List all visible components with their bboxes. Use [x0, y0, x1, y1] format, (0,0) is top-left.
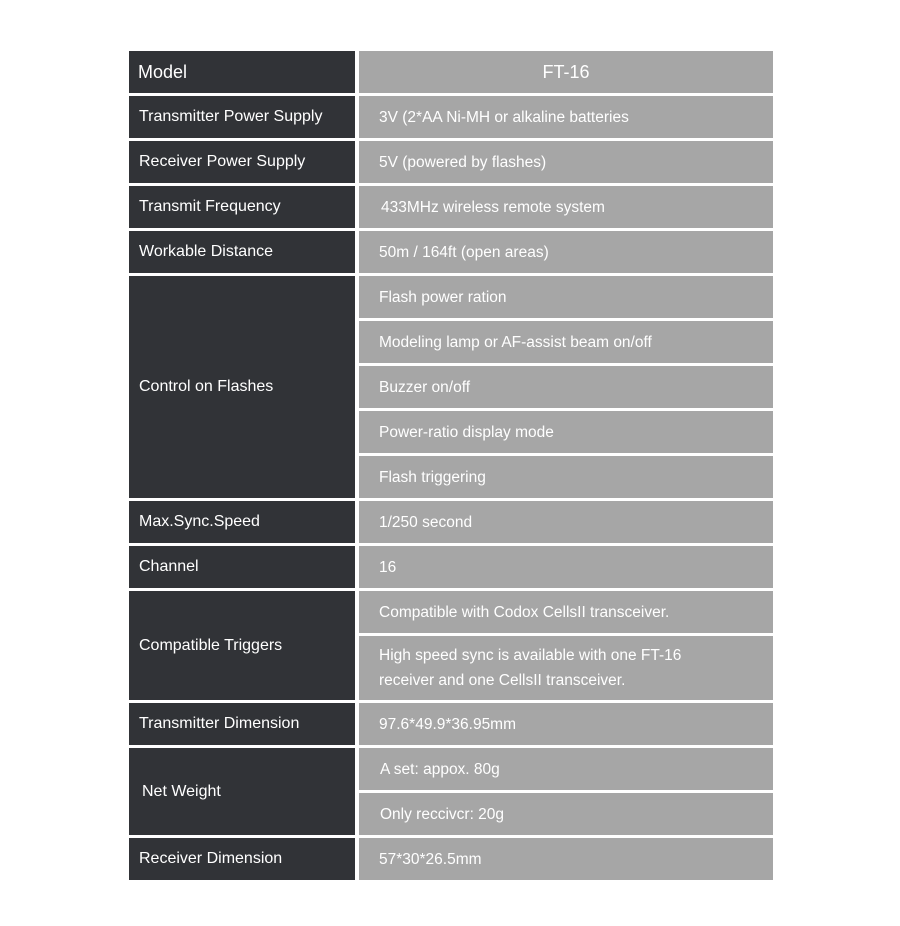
row-value-transmit-frequency: 433MHz wireless remote system	[359, 186, 773, 228]
header-label-cell: Model	[129, 51, 355, 93]
row-label-transmit-frequency: Transmit Frequency	[129, 186, 355, 228]
row-value-control-on-flashes-5: Flash triggering	[359, 456, 773, 498]
row-value-workable-distance: 50m / 164ft (open areas)	[359, 231, 773, 273]
row-label-transmitter-dimension: Transmitter Dimension	[129, 703, 355, 745]
row-label-channel: Channel	[129, 546, 355, 588]
row-label-control-on-flashes: Control on Flashes	[129, 276, 355, 498]
row-value-receiver-power-supply: 5V (powered by flashes)	[359, 141, 773, 183]
row-value-control-on-flashes-1: Flash power ration	[359, 276, 773, 318]
row-value-control-on-flashes-4: Power-ratio display mode	[359, 411, 773, 453]
row-value-channel: 16	[359, 546, 773, 588]
row-label-compatible-triggers: Compatible Triggers	[129, 591, 355, 700]
row-label-net-weight: Net Weight	[129, 748, 355, 835]
row-value-compatible-triggers-2: High speed sync is available with one FT-16 receiver and one CellsII transceiver.	[359, 636, 773, 700]
row-value-transmitter-dimension: 97.6*49.9*36.95mm	[359, 703, 773, 745]
row-value-receiver-dimension: 57*30*26.5mm	[359, 838, 773, 880]
row-label-workable-distance: Workable Distance	[129, 231, 355, 273]
row-label-transmitter-power-supply: Transmitter Power Supply	[129, 96, 355, 138]
row-value-max-sync-speed: 1/250 second	[359, 501, 773, 543]
row-value-net-weight-1: A set: appox. 80g	[359, 748, 773, 790]
row-value-control-on-flashes-3: Buzzer on/off	[359, 366, 773, 408]
row-value-net-weight-2: Only reccivcr: 20g	[359, 793, 773, 835]
row-value-control-on-flashes-2: Modeling lamp or AF-assist beam on/off	[359, 321, 773, 363]
row-value-transmitter-power-supply: 3V (2*AA Ni-MH or alkaline batteries	[359, 96, 773, 138]
row-label-max-sync-speed: Max.Sync.Speed	[129, 501, 355, 543]
spec-table	[129, 51, 773, 883]
row-value-compatible-triggers-1: Compatible with Codox CellsII transceiver.	[359, 591, 773, 633]
row-label-receiver-dimension: Receiver Dimension	[129, 838, 355, 880]
row-label-receiver-power-supply: Receiver Power Supply	[129, 141, 355, 183]
header-value-cell: FT-16	[359, 51, 773, 93]
